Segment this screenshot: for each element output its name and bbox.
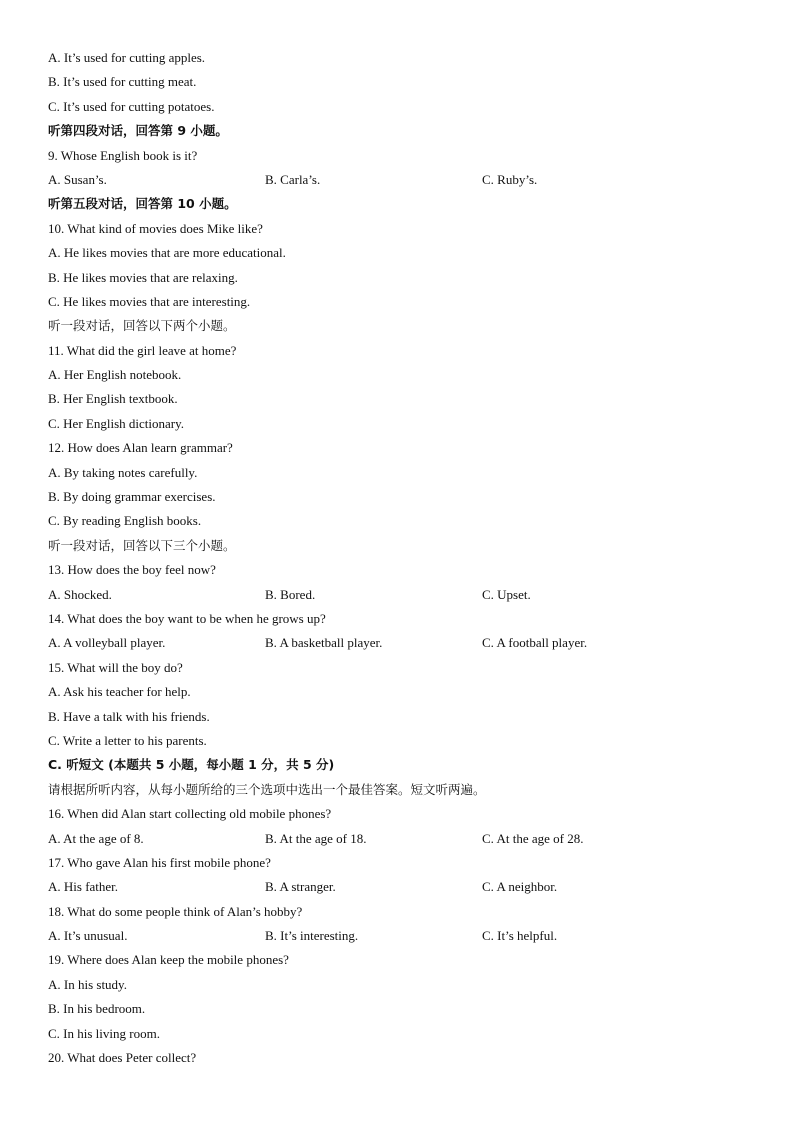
option-line: B. By doing grammar exercises. — [48, 489, 216, 505]
option-line: C. Write a letter to his parents. — [48, 732, 207, 748]
option-b: B. Bored. — [265, 586, 316, 602]
section-heading: 听第五段对话，回答第 10 小题。 — [48, 196, 237, 212]
section-heading: 听第四段对话，回答第 9 小题。 — [48, 123, 228, 139]
question-text: 20. What does Peter collect? — [48, 1050, 197, 1066]
option-line: B. He likes movies that are relaxing. — [48, 269, 238, 285]
option-a: A. Shocked. — [48, 586, 112, 602]
question-text: 12. How does Alan learn grammar? — [48, 440, 233, 456]
option-a: A. At the age of 8. — [48, 830, 144, 846]
options-row — [48, 631, 748, 655]
part-heading: C. 听短文 (本题共 5 小题，每小题 1 分，共 5 分) — [48, 757, 335, 773]
option-line: C. Her English dictionary. — [48, 415, 184, 431]
option-c: C. At the age of 28. — [482, 830, 584, 846]
option-b: B. A stranger. — [265, 879, 336, 895]
question-text: 10. What kind of movies does Mike like? — [48, 220, 263, 236]
options-row — [48, 168, 748, 192]
option-c: C. It’s helpful. — [482, 928, 558, 944]
option-line: A. Ask his teacher for help. — [48, 684, 191, 700]
option-line: A. By taking notes carefully. — [48, 464, 198, 480]
section-heading: 听一段对话，回答以下两个小题。 — [48, 318, 236, 334]
option-a: A. Susan’s. — [48, 171, 107, 187]
option-b: B. At the age of 18. — [265, 830, 367, 846]
question-text: 13. How does the boy feel now? — [48, 562, 216, 578]
option-a: A. It’s unusual. — [48, 928, 128, 944]
option-line: B. Her English textbook. — [48, 391, 178, 407]
option-c: C. Ruby’s. — [482, 171, 538, 187]
option-a: A. His father. — [48, 879, 119, 895]
option-line: C. In his living room. — [48, 1025, 160, 1041]
section-heading: 听一段对话，回答以下三个小题。 — [48, 537, 236, 553]
exam-page — [48, 46, 748, 1070]
option-line: B. It’s used for cutting meat. — [48, 74, 197, 90]
option-c: C. A neighbor. — [482, 879, 558, 895]
question-text: 15. What will the boy do? — [48, 659, 183, 675]
option-line: A. He likes movies that are more educational. — [48, 245, 286, 261]
part-instructions: 请根据所听内容，从每小题所给的三个选项中选出一个最佳答案。短文听两遍。 — [48, 781, 486, 797]
question-text: 18. What do some people think of Alan’s hobby? — [48, 903, 303, 919]
option-line: A. It’s used for cutting apples. — [48, 50, 206, 65]
option-a: A. A volleyball player. — [48, 635, 166, 651]
option-line: B. In his bedroom. — [48, 1001, 146, 1017]
question-text: 9. Whose English book is it? — [48, 147, 198, 163]
options-row — [48, 583, 748, 607]
option-line: C. He likes movies that are interesting. — [48, 293, 251, 309]
option-c: C. Upset. — [482, 586, 531, 602]
option-line: C. It’s used for cutting potatoes. — [48, 98, 215, 114]
options-row — [48, 827, 748, 851]
question-text: 11. What did the girl leave at home? — [48, 342, 237, 358]
option-c: C. A football player. — [482, 635, 588, 651]
option-b: B. It’s interesting. — [265, 928, 359, 944]
question-text: 19. Where does Alan keep the mobile phones? — [48, 952, 289, 968]
question-text: 16. When did Alan start collecting old mobile phones? — [48, 806, 332, 822]
options-row — [48, 924, 748, 948]
option-b: B. A basketball player. — [265, 635, 383, 651]
option-line: B. Have a talk with his friends. — [48, 708, 210, 724]
question-text: 17. Who gave Alan his first mobile phone? — [48, 854, 271, 870]
option-line: A. In his study. — [48, 976, 127, 992]
question-text: 14. What does the boy want to be when he grows up? — [48, 610, 326, 626]
option-line: C. By reading English books. — [48, 513, 202, 529]
options-row — [48, 875, 748, 899]
option-line: A. Her English notebook. — [48, 367, 182, 383]
option-b: B. Carla’s. — [265, 171, 321, 187]
